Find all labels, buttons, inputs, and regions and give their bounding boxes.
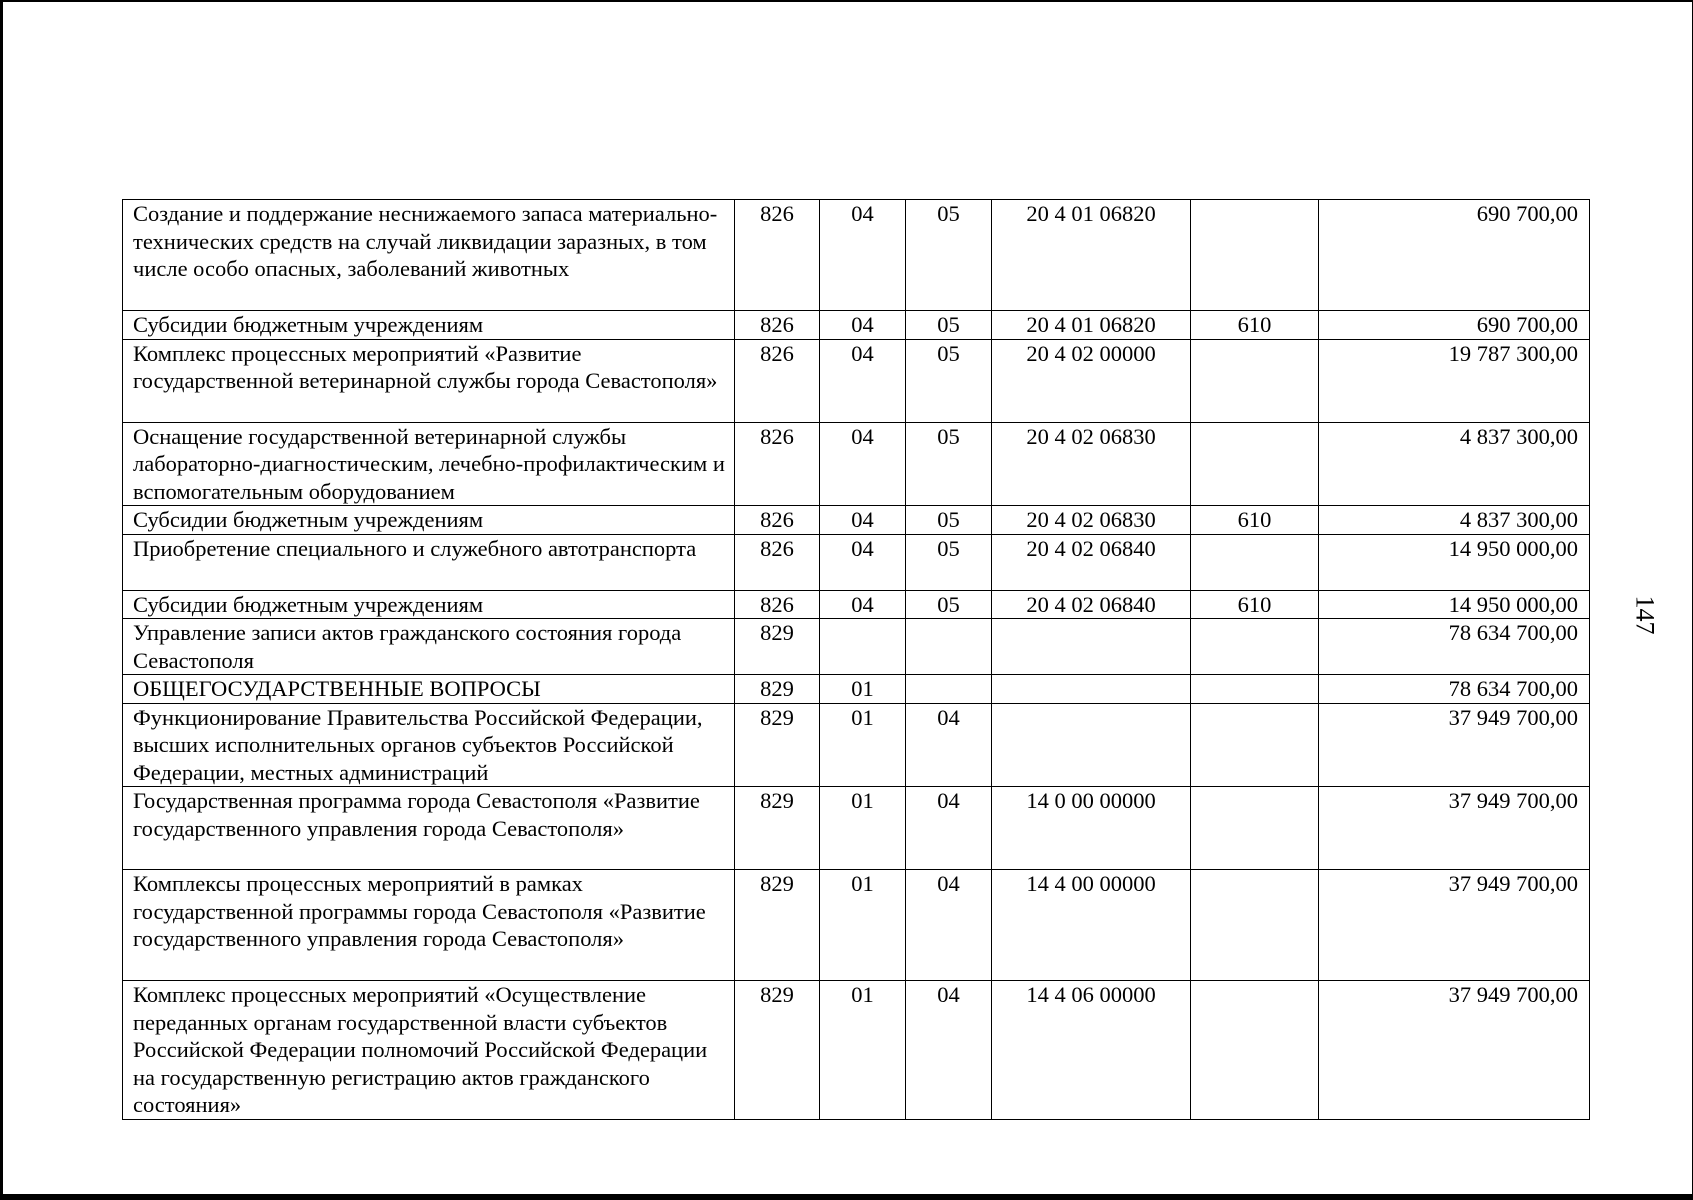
cell-rz: 04 bbox=[820, 339, 906, 422]
cell-name: Комплексы процессных мероприятий в рамках государственной программы города Севастополя «Развитие государственного управления города Севастополя» bbox=[123, 870, 735, 981]
cell-gr: 829 bbox=[735, 981, 820, 1120]
cell-vr: 610 bbox=[1191, 506, 1319, 535]
cell-vr bbox=[1191, 675, 1319, 704]
cell-csr: 20 4 01 06820 bbox=[992, 200, 1191, 311]
cell-rz: 01 bbox=[820, 981, 906, 1120]
cell-sum: 690 700,00 bbox=[1319, 311, 1590, 340]
table-row bbox=[123, 675, 1590, 704]
cell-gr: 826 bbox=[735, 422, 820, 506]
cell-rz: 01 bbox=[820, 675, 906, 704]
cell-name: Создание и поддержание неснижаемого запаса материально-технических средств на случай ликвидации заразных, в том числе особо опасных, заболеваний животных bbox=[123, 200, 735, 311]
table-row bbox=[123, 200, 1590, 311]
cell-pr: 05 bbox=[906, 590, 992, 619]
cell-vr bbox=[1191, 534, 1319, 590]
cell-csr: 20 4 02 06840 bbox=[992, 590, 1191, 619]
cell-rz: 04 bbox=[820, 534, 906, 590]
cell-gr: 826 bbox=[735, 339, 820, 422]
cell-rz: 01 bbox=[820, 870, 906, 981]
cell-sum: 19 787 300,00 bbox=[1319, 339, 1590, 422]
cell-csr: 20 4 02 06830 bbox=[992, 506, 1191, 535]
cell-rz: 04 bbox=[820, 311, 906, 340]
cell-csr: 14 4 06 00000 bbox=[992, 981, 1191, 1120]
cell-name: Субсидии бюджетным учреждениям bbox=[123, 506, 735, 535]
cell-gr: 826 bbox=[735, 200, 820, 311]
cell-csr: 20 4 02 06830 bbox=[992, 422, 1191, 506]
cell-csr: 14 4 00 00000 bbox=[992, 870, 1191, 981]
cell-gr: 826 bbox=[735, 590, 820, 619]
cell-vr bbox=[1191, 422, 1319, 506]
cell-pr: 04 bbox=[906, 703, 992, 787]
cell-pr: 04 bbox=[906, 870, 992, 981]
cell-pr: 05 bbox=[906, 311, 992, 340]
cell-csr: 20 4 02 06840 bbox=[992, 534, 1191, 590]
cell-sum: 4 837 300,00 bbox=[1319, 506, 1590, 535]
cell-pr: 04 bbox=[906, 981, 992, 1120]
cell-sum: 37 949 700,00 bbox=[1319, 703, 1590, 787]
table-body bbox=[123, 200, 1590, 1120]
cell-sum: 37 949 700,00 bbox=[1319, 787, 1590, 870]
cell-pr: 05 bbox=[906, 534, 992, 590]
cell-pr: 05 bbox=[906, 200, 992, 311]
cell-pr bbox=[906, 619, 992, 675]
cell-pr bbox=[906, 675, 992, 704]
cell-csr bbox=[992, 619, 1191, 675]
cell-pr: 05 bbox=[906, 422, 992, 506]
cell-sum: 690 700,00 bbox=[1319, 200, 1590, 311]
cell-rz: 04 bbox=[820, 422, 906, 506]
table-row bbox=[123, 506, 1590, 535]
cell-pr: 04 bbox=[906, 787, 992, 870]
cell-sum: 37 949 700,00 bbox=[1319, 981, 1590, 1120]
cell-vr bbox=[1191, 703, 1319, 787]
cell-sum: 4 837 300,00 bbox=[1319, 422, 1590, 506]
cell-rz: 04 bbox=[820, 200, 906, 311]
cell-rz bbox=[820, 619, 906, 675]
cell-csr bbox=[992, 703, 1191, 787]
cell-csr: 20 4 02 00000 bbox=[992, 339, 1191, 422]
cell-vr bbox=[1191, 619, 1319, 675]
table-row bbox=[123, 619, 1590, 675]
cell-csr bbox=[992, 675, 1191, 704]
table-row bbox=[123, 311, 1590, 340]
cell-sum: 78 634 700,00 bbox=[1319, 619, 1590, 675]
cell-name: Функционирование Правительства Российской Федерации, высших исполнительных органов субъектов Российской Федерации, местных администраций bbox=[123, 703, 735, 787]
cell-gr: 829 bbox=[735, 703, 820, 787]
table-row bbox=[123, 534, 1590, 590]
cell-rz: 01 bbox=[820, 703, 906, 787]
cell-sum: 14 950 000,00 bbox=[1319, 534, 1590, 590]
cell-name: Комплекс процессных мероприятий «Развитие государственной ветеринарной службы города Севастополя» bbox=[123, 339, 735, 422]
cell-gr: 829 bbox=[735, 675, 820, 704]
cell-csr: 20 4 01 06820 bbox=[992, 311, 1191, 340]
cell-vr: 610 bbox=[1191, 590, 1319, 619]
cell-vr bbox=[1191, 981, 1319, 1120]
cell-vr bbox=[1191, 870, 1319, 981]
cell-rz: 04 bbox=[820, 506, 906, 535]
budget-table bbox=[122, 199, 1590, 1120]
cell-rz: 04 bbox=[820, 590, 906, 619]
cell-vr bbox=[1191, 787, 1319, 870]
cell-sum: 14 950 000,00 bbox=[1319, 590, 1590, 619]
cell-rz: 01 bbox=[820, 787, 906, 870]
cell-sum: 78 634 700,00 bbox=[1319, 675, 1590, 704]
table-row bbox=[123, 590, 1590, 619]
table-row bbox=[123, 787, 1590, 870]
cell-name: Управление записи актов гражданского состояния города Севастополя bbox=[123, 619, 735, 675]
cell-vr bbox=[1191, 339, 1319, 422]
cell-gr: 829 bbox=[735, 787, 820, 870]
cell-name: ОБЩЕГОСУДАРСТВЕННЫЕ ВОПРОСЫ bbox=[123, 675, 735, 704]
cell-gr: 826 bbox=[735, 506, 820, 535]
cell-pr: 05 bbox=[906, 506, 992, 535]
cell-gr: 829 bbox=[735, 619, 820, 675]
cell-name: Приобретение специального и служебного автотранспорта bbox=[123, 534, 735, 590]
cell-sum: 37 949 700,00 bbox=[1319, 870, 1590, 981]
table-row bbox=[123, 703, 1590, 787]
table-row bbox=[123, 422, 1590, 506]
cell-gr: 829 bbox=[735, 870, 820, 981]
cell-csr: 14 0 00 00000 bbox=[992, 787, 1191, 870]
table-row bbox=[123, 339, 1590, 422]
cell-vr: 610 bbox=[1191, 311, 1319, 340]
cell-vr bbox=[1191, 200, 1319, 311]
cell-name: Государственная программа города Севастополя «Развитие государственного управления города Севастополя» bbox=[123, 787, 735, 870]
cell-gr: 826 bbox=[735, 311, 820, 340]
cell-name: Субсидии бюджетным учреждениям bbox=[123, 311, 735, 340]
cell-name: Субсидии бюджетным учреждениям bbox=[123, 590, 735, 619]
table-row bbox=[123, 870, 1590, 981]
cell-name: Оснащение государственной ветеринарной службы лабораторно-диагностическим, лечебно-профилактическим и вспомогательным оборудованием bbox=[123, 422, 735, 506]
cell-gr: 826 bbox=[735, 534, 820, 590]
page-number: 147 bbox=[1630, 595, 1660, 635]
table-row bbox=[123, 981, 1590, 1120]
cell-name: Комплекс процессных мероприятий «Осуществление переданных органам государственной власти субъектов Российской Федерации полномочий Российской Федерации на государственную регистрацию актов гражданского состояния» bbox=[123, 981, 735, 1120]
cell-pr: 05 bbox=[906, 339, 992, 422]
